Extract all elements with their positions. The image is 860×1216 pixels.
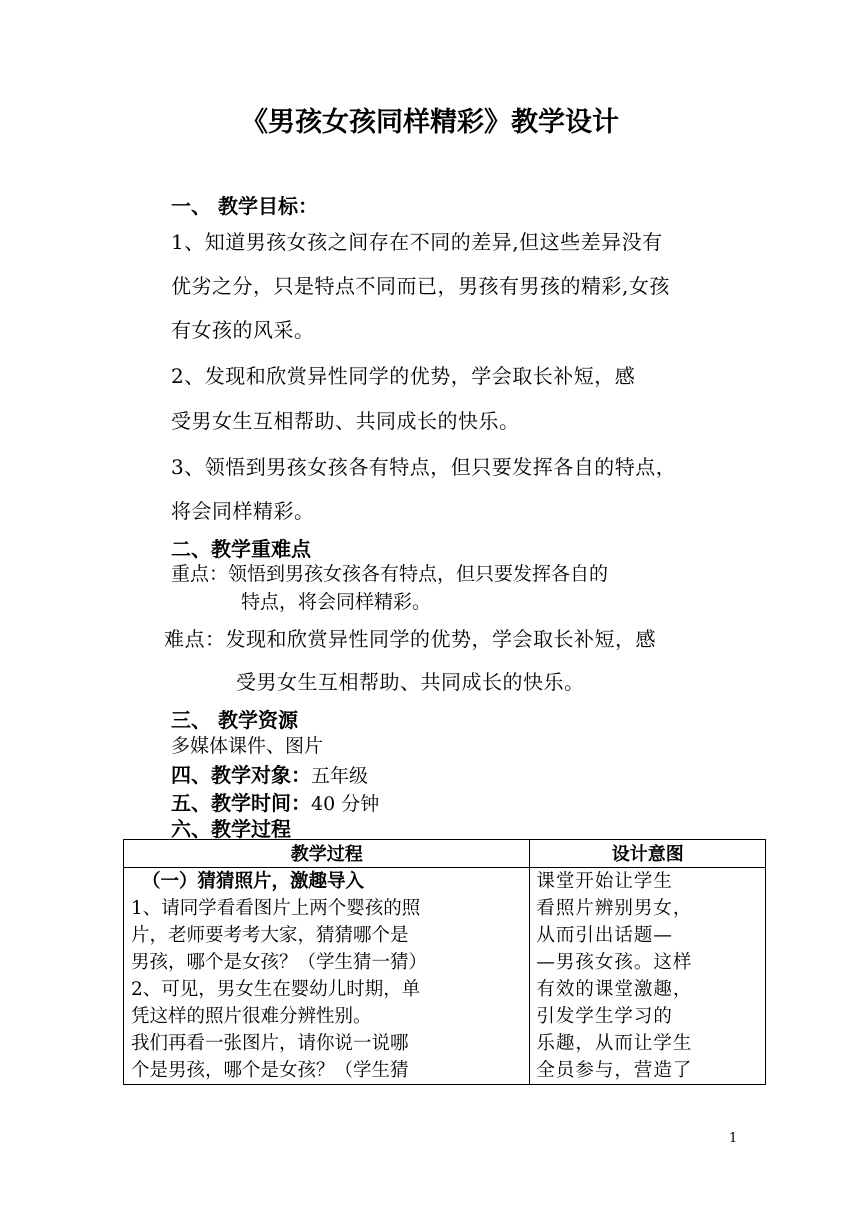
lesson-duration: 40 分钟 — [311, 793, 380, 815]
process-table — [123, 839, 766, 1085]
objective-2-line-1: 2、发现和欣赏异性同学的优势，学会取长补短，感 — [171, 364, 636, 388]
section-3-heading: 三、 教学资源 — [171, 708, 298, 732]
process-line: 2、可见，男女生在婴幼儿时期，单 — [131, 979, 421, 1000]
process-line: 个是男孩，哪个是女孩？（学生猜 — [131, 1060, 409, 1081]
section-5-heading: 五、教学时间： — [171, 791, 311, 815]
intent-cell — [530, 868, 766, 1085]
intent-line: 有效的课堂激趣， — [536, 979, 693, 1000]
header-teaching-process: 教学过程 — [124, 840, 530, 868]
section-6-heading: 六、教学过程 — [171, 817, 291, 841]
objective-2-line-2: 受男女生互相帮助、共同成长的快乐。 — [171, 409, 520, 433]
objective-1-line-2: 优劣之分，只是特点不同而已，男孩有男孩的精彩,女孩 — [171, 274, 670, 298]
process-line: 1、请同学看看图片上两个婴孩的照 — [131, 898, 421, 919]
key-point-line-1: 重点：领悟到男孩女孩各有特点，但只要发挥各自的 — [171, 563, 609, 585]
table-header-row — [124, 840, 766, 868]
resources-text: 多媒体课件、图片 — [171, 735, 324, 757]
difficult-point-line-2: 受男女生互相帮助、共同成长的快乐。 — [236, 670, 585, 694]
section-2-heading: 二、教学重难点 — [171, 537, 311, 561]
process-line: 我们再看一张图片，请你说一说哪 — [131, 1033, 409, 1054]
intent-line: 课堂开始让学生 — [536, 871, 673, 892]
intent-line: 全员参与，营造了 — [536, 1060, 693, 1081]
objective-3-line-1: 3、领悟到男孩女孩各有特点，但只要发挥各自的特点， — [171, 455, 677, 479]
document-title: 《男孩女孩同样精彩》教学设计 — [241, 107, 619, 138]
intent-line: 乐趣，从而让学生 — [536, 1033, 693, 1054]
section-5-row — [171, 787, 379, 816]
intent-line: 引发学生学习的 — [536, 1006, 673, 1027]
objective-1-line-3: 有女孩的风采。 — [171, 318, 315, 342]
intent-line: 从而引出话题— — [536, 925, 673, 946]
objective-1-line-1: 1、知道男孩女孩之间存在不同的差异,但这些差异没有 — [171, 230, 663, 254]
process-line: 片，老师要考考大家，猜猜哪个是 — [131, 925, 409, 946]
table-row — [124, 868, 766, 1085]
section-4-row — [171, 759, 368, 788]
section-1-heading: 一、 教学目标： — [171, 194, 318, 218]
process-line: 男孩，哪个是女孩？（学生猜一猜） — [131, 952, 428, 973]
intent-line: —男孩女孩。这样 — [536, 952, 693, 973]
process-line: 凭这样的照片很难分辨性别。 — [131, 1006, 372, 1027]
key-point-line-2: 特点，将会同样精彩。 — [241, 591, 432, 613]
objective-3-line-2: 将会同样精彩。 — [171, 499, 315, 523]
difficult-point-line-1: 难点：发现和欣赏异性同学的优势，学会取长补短，感 — [164, 627, 656, 651]
step-subtitle: （一）猜猜照片，激趣导入 — [142, 871, 365, 892]
header-design-intent: 设计意图 — [530, 840, 766, 868]
process-cell — [124, 868, 530, 1085]
page-number: 1 — [729, 1131, 738, 1146]
intent-line: 看照片辨别男女， — [536, 898, 693, 919]
target-audience: 五年级 — [311, 765, 369, 787]
section-4-heading: 四、教学对象： — [171, 763, 311, 787]
